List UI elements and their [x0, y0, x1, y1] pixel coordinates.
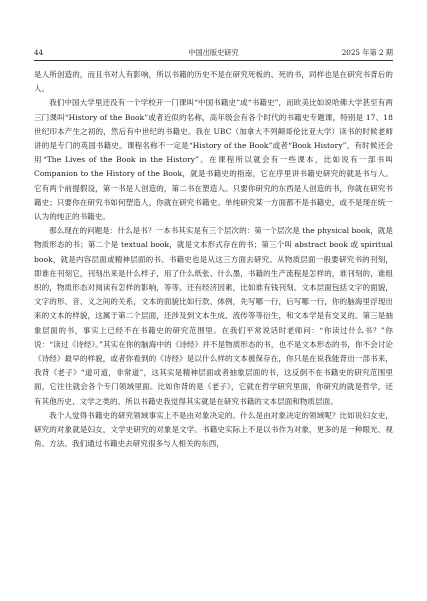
- page-number: 44: [34, 48, 44, 57]
- header-rule: [34, 60, 393, 61]
- paragraph: 是人所创造的，而且书对人有影响，所以书籍的历史不是在研究死板的、死的书，同样也是在研究书背后的人。: [34, 70, 393, 94]
- issue-label: 2025 年第 2 期: [341, 48, 393, 57]
- journal-title: 中国出版史研究: [188, 48, 239, 57]
- article-body: [34, 68, 393, 451]
- paragraph: 那么现在的问题是：什么是书？一本书其实是有三个层次的：第一个层次是 the physical book，就是物质形态的书；第二个是 textual book，就是文本形式存在的书；第三个叫 abstract book 或 spiritual book，就是内容层面或精神层面的书。书籍史也是从这三方面去研究。从物质层面一般要研究书的刊刻，即谁在刊刻它，刊刻出来是什么样子，用了什么纸张、什么墨，书籍的生产流程是怎样的，谁刊刻的，谁组织的，物质形态对阅读有怎样的影响，等等。还有经济因素，比如谁有钱刊刻。文本层面包括文字的面貌，文字的形、音、义之间的关系，文本的面貌比如行款、体例，先写哪一行，后写哪一行，你的脑海里浮现出来的文本的样貌，这属于第二个层面，还涉及到文本生成、流传等等衍生，和文本学是有交叉的。第三是抽象层面的书，事实上已经不在书籍史的研究范围里。在我们平常说话时老师问：“你读过什么书？”你说：“读过《诗经》。”其实在你的脑海中的《诗经》并不是物质形态的书，也不是文本形态的书，你不会讨论《诗经》最早的样貌，或者你看到的《诗经》是以什么样的文本被保存在，你只是在说我能背出一部书来，我背《老子》“道可道，非常道”，这其实是精神层面或者抽象层面的书，这反倒不在书籍史的研究范围里面，它往往就会各个专门领域里面。比如你背的是《老子》，它就在哲学研究里面，你研究的就是哲学，还有其他历史、文学之类的。所以书籍史我觉得其实就是在研究书籍的文本层面和物质层面。: [34, 226, 393, 406]
- paragraph: 我个人觉得书籍史的研究领域事实上不是由对象决定的。什么是由对象决定的领域呢？比如说妇女史，研究的对象就是妇女，文学史研究的对象是文学。书籍史实际上不是以书作为对象，更多的是一种眼光、视角、方法。我们通过书籍史去研究很多与人相关的东西，: [34, 410, 393, 449]
- paragraph: 我们中国大学里还没有一个学校开一门课叫“中国书籍史”或“书籍史”，而欧美比如说哈佛大学甚至有两三门课叫“History of the Book”或者近似的名称，高年级会有各个时代的书籍史专题课，特别是 17、18 世纪印本产生之初的，然后有中世纪的书籍史。我在 UBC（加拿大不列颠哥伦比亚大学）读书的时候老师讲的是专门的英国书籍史。课程名称不一定是“History of the Book”或者“Book History”，有时候还会用“The Lives of the Book in the History”。在课程所以就会有一些课本，比如说有一部书叫 Companion to the History of the Book，就是书籍史的指南，它在序里讲书籍史研究的就是书与人。它有两个前提假设，第一书是人创造的，第二书在塑造人。只要你研究的东西是人创造的书，你就在研究书籍史；只要你在研究书如何塑造人，你就在研究书籍史。单纯研究某一方面都不是书籍史，或不是现在统一认为的纯正的书籍史。: [34, 98, 393, 222]
- running-header: [34, 44, 393, 58]
